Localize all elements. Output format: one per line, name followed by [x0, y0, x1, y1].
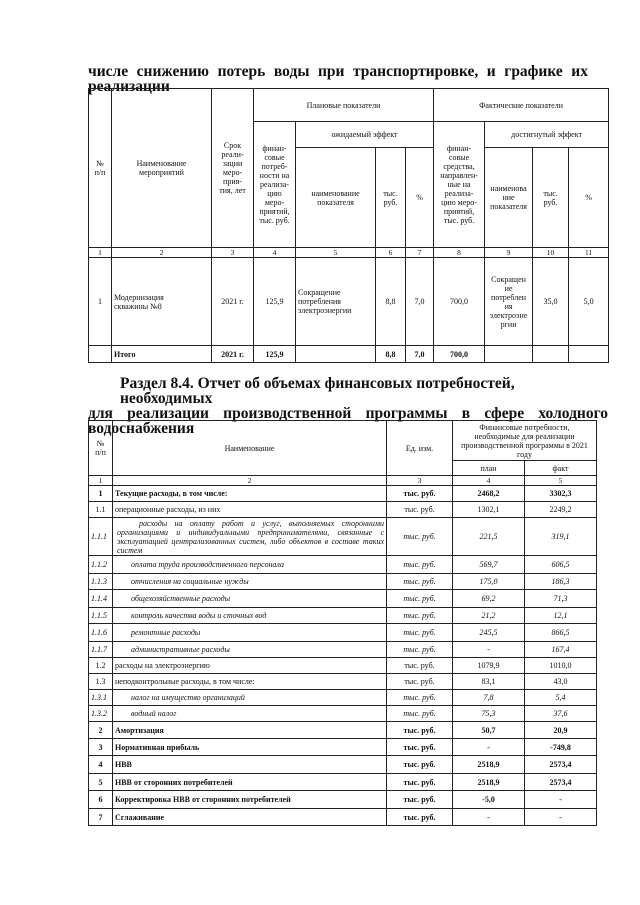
t2-row-fact: 866,5 — [525, 624, 597, 642]
t2-row-fact: 319,1 — [525, 518, 597, 556]
t2-row-plan: 175,0 — [453, 574, 525, 590]
t2-row-unit: тыс. руб. — [387, 624, 453, 642]
t2-row-name: Сглаживание — [113, 809, 387, 826]
t1-colnum: 2 — [112, 248, 212, 258]
t2-row — [89, 502, 597, 518]
t2-row-name: водный налог — [113, 706, 387, 722]
t2-row-unit: тыс. руб. — [387, 739, 453, 756]
t2-row-fact: 20,9 — [525, 722, 597, 739]
t1-total-plan-fin: 125,9 — [254, 346, 296, 363]
heading2-line3: водоснабжения — [88, 420, 195, 437]
t2-colnum: 3 — [387, 476, 453, 486]
t2-row-fact: 167,4 — [525, 642, 597, 658]
t2-row-plan: 83,1 — [453, 674, 525, 690]
t2-row-name: НВВ — [113, 756, 387, 774]
t2-row — [89, 774, 597, 791]
t1-row-ach-rub: 35,0 — [533, 258, 569, 346]
t2-row-fact: 3302,3 — [525, 486, 597, 502]
t2-row-name: операционные расходы, из них — [113, 502, 387, 518]
t1-header-num: № п/п — [89, 89, 112, 248]
t2-header-name: Наименование — [113, 421, 387, 476]
t2-row-plan: 7,8 — [453, 690, 525, 706]
t2-row-name: расходы на электроэнергию — [113, 658, 387, 674]
t2-row-unit: тыс. руб. — [387, 809, 453, 826]
t2-row-plan: 2518,9 — [453, 774, 525, 791]
t1-colnum: 10 — [533, 248, 569, 258]
t2-row-plan: 2518,9 — [453, 756, 525, 774]
t1-colnum: 3 — [212, 248, 254, 258]
t2-row-num: 1.1.6 — [89, 624, 113, 642]
t2-row — [89, 706, 597, 722]
t2-row — [89, 809, 597, 826]
t2-row-unit: тыс. руб. — [387, 574, 453, 590]
t1-total-ach-name — [485, 346, 533, 363]
t2-row-plan: 221,5 — [453, 518, 525, 556]
heading2-line2: для реализации производственной программы в сфере холодного — [88, 405, 608, 422]
t2-row — [89, 590, 597, 608]
t2-row-plan: 69,2 — [453, 590, 525, 608]
t1-header-exp-name: наименование показателя — [296, 148, 376, 248]
t2-row-unit: тыс. руб. — [387, 642, 453, 658]
t2-row-unit: тыс. руб. — [387, 756, 453, 774]
t2-row-num: 1.1 — [89, 502, 113, 518]
t1-total-ach-pct — [569, 346, 609, 363]
t1-colnum: 4 — [254, 248, 296, 258]
t1-colnum-row — [89, 248, 609, 258]
t2-body — [89, 486, 597, 826]
t2-row-num: 1.1.5 — [89, 608, 113, 624]
t2-row-num: 1.1.2 — [89, 556, 113, 574]
t1-total-term: 2021 г. — [212, 346, 254, 363]
t2-row-fact: 1010,0 — [525, 658, 597, 674]
t2-row-unit: тыс. руб. — [387, 518, 453, 556]
t2-row-plan: 75,3 — [453, 706, 525, 722]
t2-header-unit: Ед. изм. — [387, 421, 453, 476]
t2-row-name: Корректировка НВВ от сторонних потребителей — [113, 791, 387, 809]
t2-row-name: отчисления на социальные нужды — [113, 574, 387, 590]
t1-row-term: 2021 г. — [212, 258, 254, 346]
t2-row-num: 1.3.2 — [89, 706, 113, 722]
t2-row — [89, 756, 597, 774]
t2-row-num: 5 — [89, 774, 113, 791]
t1-row-modernization — [89, 258, 609, 346]
t1-header-fact-fin: финан- совые средства, направлен- ные на реализа- цию меро- приятий, тыс. руб. — [434, 122, 485, 248]
t2-row-unit: тыс. руб. — [387, 791, 453, 809]
t2-row-fact: 43,0 — [525, 674, 597, 690]
t2-row — [89, 608, 597, 624]
t2-row — [89, 674, 597, 690]
t2-row-num: 1.1.3 — [89, 574, 113, 590]
t2-row-name: расходы на оплату работ и услуг, выполняемых сторонними организациями и индивидуальными предпринимателями, связанные с эксплуатацией централизованных систем, либо объектов в составе таких систем — [113, 518, 387, 556]
t2-row-num: 4 — [89, 756, 113, 774]
t2-row-num: 1.1.7 — [89, 642, 113, 658]
t2-row-plan: 1302,1 — [453, 502, 525, 518]
t2-header-num: № п/п — [89, 421, 113, 476]
t1-total-name: Итого — [112, 346, 212, 363]
t2-row-num: 1.3 — [89, 674, 113, 690]
t2-row-fact: 606,5 — [525, 556, 597, 574]
t2-row — [89, 739, 597, 756]
t2-row-fact: - — [525, 809, 597, 826]
t1-row-plan-fin: 125,9 — [254, 258, 296, 346]
t2-row-name: общехозяйственные расходы — [113, 590, 387, 608]
t1-header-ach-rub: тыс. руб. — [533, 148, 569, 248]
t2-row-plan: 1079,9 — [453, 658, 525, 674]
t2-row-unit: тыс. руб. — [387, 674, 453, 690]
t2-row-fact: 2249,2 — [525, 502, 597, 518]
t2-row-fact: 37,6 — [525, 706, 597, 722]
t2-row-plan: - — [453, 642, 525, 658]
t1-row-fact-fin: 700,0 — [434, 258, 485, 346]
t2-row-fact: 71,3 — [525, 590, 597, 608]
t2-row-plan: -5,0 — [453, 791, 525, 809]
t2-row-plan: 2468,2 — [453, 486, 525, 502]
measures-table — [88, 88, 609, 363]
t2-row-unit: тыс. руб. — [387, 706, 453, 722]
t2-row-num: 1.2 — [89, 658, 113, 674]
t1-header-term: Срок реали- зации меро- прия- тия, лет — [212, 89, 254, 248]
t2-row-name: неподконтрольные расходы, в том числе: — [113, 674, 387, 690]
t2-row — [89, 690, 597, 706]
t2-row-name: налог на имущество организаций — [113, 690, 387, 706]
t2-row — [89, 722, 597, 739]
t1-colnum: 9 — [485, 248, 533, 258]
t2-row-unit: тыс. руб. — [387, 486, 453, 502]
t1-header-exp-pct: % — [406, 148, 434, 248]
heading1-line2: реализации — [88, 78, 170, 95]
t2-row-num: 7 — [89, 809, 113, 826]
t2-row-num: 1 — [89, 486, 113, 502]
t1-header-exp-rub: тыс. руб. — [376, 148, 406, 248]
t2-header-fin: Финансовые потребности, необходимые для реализации производственной программы в 2021 году — [453, 421, 597, 461]
t1-total-fact-fin: 700,0 — [434, 346, 485, 363]
t2-row-fact: 12,1 — [525, 608, 597, 624]
t2-row-num: 1.1.4 — [89, 590, 113, 608]
t2-row-num: 6 — [89, 791, 113, 809]
heading2-line1: Раздел 8.4. Отчет об объемах финансовых потребностей, необходимых — [120, 375, 515, 407]
t1-colnum: 1 — [89, 248, 112, 258]
t1-total-exp-pct: 7,0 — [406, 346, 434, 363]
t2-row-fact: -749,8 — [525, 739, 597, 756]
t2-row-unit: тыс. руб. — [387, 658, 453, 674]
financial-needs-table — [88, 420, 597, 826]
t2-row-fact: 186,3 — [525, 574, 597, 590]
t2-row-plan: 245,5 — [453, 624, 525, 642]
t2-row-unit: тыс. руб. — [387, 690, 453, 706]
t2-colnum: 2 — [113, 476, 387, 486]
t1-total-row — [89, 346, 609, 363]
t1-total-exp-rub: 8,8 — [376, 346, 406, 363]
t2-row — [89, 574, 597, 590]
t2-colnum: 5 — [525, 476, 597, 486]
t1-colnum: 7 — [406, 248, 434, 258]
t1-colnum: 5 — [296, 248, 376, 258]
t2-row-fact: 2573,4 — [525, 756, 597, 774]
t2-row-unit: тыс. руб. — [387, 608, 453, 624]
t1-total-num — [89, 346, 112, 363]
t2-row-plan: 50,7 — [453, 722, 525, 739]
t1-row-ach-name: Сокращен ие потреблен ия электроэне ргии — [485, 258, 533, 346]
t1-header-plan-fin: финан- совые потреб- ности на реализа- цию меро- приятий, тыс. руб. — [254, 122, 296, 248]
t1-row-exp-name: Сокращение потребления электроэнергии — [296, 258, 376, 346]
t2-row-name: оплата труда производственного персонала — [113, 556, 387, 574]
t2-row — [89, 486, 597, 502]
t2-row-plan: - — [453, 739, 525, 756]
t2-row-unit: тыс. руб. — [387, 722, 453, 739]
t2-row-unit: тыс. руб. — [387, 590, 453, 608]
t1-row-exp-pct: 7,0 — [406, 258, 434, 346]
t1-total-exp-name — [296, 346, 376, 363]
t1-header-ach-pct: % — [569, 148, 609, 248]
t2-row — [89, 791, 597, 809]
t1-row-name: Модернизация скважины №8 — [112, 258, 212, 346]
t2-row-fact: 2573,4 — [525, 774, 597, 791]
t2-row — [89, 642, 597, 658]
t2-colnum: 1 — [89, 476, 113, 486]
t2-row — [89, 556, 597, 574]
heading1-line1: числе снижению потерь воды при транспортировке, и графике их — [88, 63, 588, 80]
t2-row — [89, 658, 597, 674]
t2-colnum: 4 — [453, 476, 525, 486]
t2-row-unit: тыс. руб. — [387, 502, 453, 518]
t1-colnum: 11 — [569, 248, 609, 258]
t1-row-ach-pct: 5,0 — [569, 258, 609, 346]
t2-row-plan: - — [453, 809, 525, 826]
t2-row-name: контроль качества воды и сточных вод — [113, 608, 387, 624]
t1-header-expected-effect: ожидаемый эффект — [296, 122, 434, 148]
t2-row-name: ремонтные расходы — [113, 624, 387, 642]
t2-row-name: Текущие расходы, в том числе: — [113, 486, 387, 502]
t1-colnum: 8 — [434, 248, 485, 258]
t1-colnum: 6 — [376, 248, 406, 258]
t2-row-num: 2 — [89, 722, 113, 739]
t1-header-name: Наименование мероприятий — [112, 89, 212, 248]
t1-header-ach-name: наименова ние показателя — [485, 148, 533, 248]
t1-header-planned: Плановые показатели — [254, 89, 434, 122]
t2-row-name: административные расходы — [113, 642, 387, 658]
t2-row — [89, 518, 597, 556]
t2-row-num: 3 — [89, 739, 113, 756]
t2-row-plan: 21,2 — [453, 608, 525, 624]
t2-row-fact: - — [525, 791, 597, 809]
t2-row-num: 1.1.1 — [89, 518, 113, 556]
t2-row-unit: тыс. руб. — [387, 556, 453, 574]
t2-row — [89, 624, 597, 642]
t1-header-actual: Фактические показатели — [434, 89, 609, 122]
t2-row-name: Амортизация — [113, 722, 387, 739]
t2-colnum-row — [89, 476, 597, 486]
t2-header-plan: план — [453, 461, 525, 476]
t1-total-ach-rub — [533, 346, 569, 363]
t1-row-num: 1 — [89, 258, 112, 346]
t2-row-plan: 569,7 — [453, 556, 525, 574]
t2-header-fact: факт — [525, 461, 597, 476]
t2-row-name: Нормативная прибыль — [113, 739, 387, 756]
t2-row-fact: 5,4 — [525, 690, 597, 706]
t2-row-num: 1.3.1 — [89, 690, 113, 706]
t2-row-unit: тыс. руб. — [387, 774, 453, 791]
t2-row-name: НВВ от сторонних потребителей — [113, 774, 387, 791]
t1-row-exp-rub: 8,8 — [376, 258, 406, 346]
t1-header-achieved-effect: достигнутый эффект — [485, 122, 609, 148]
